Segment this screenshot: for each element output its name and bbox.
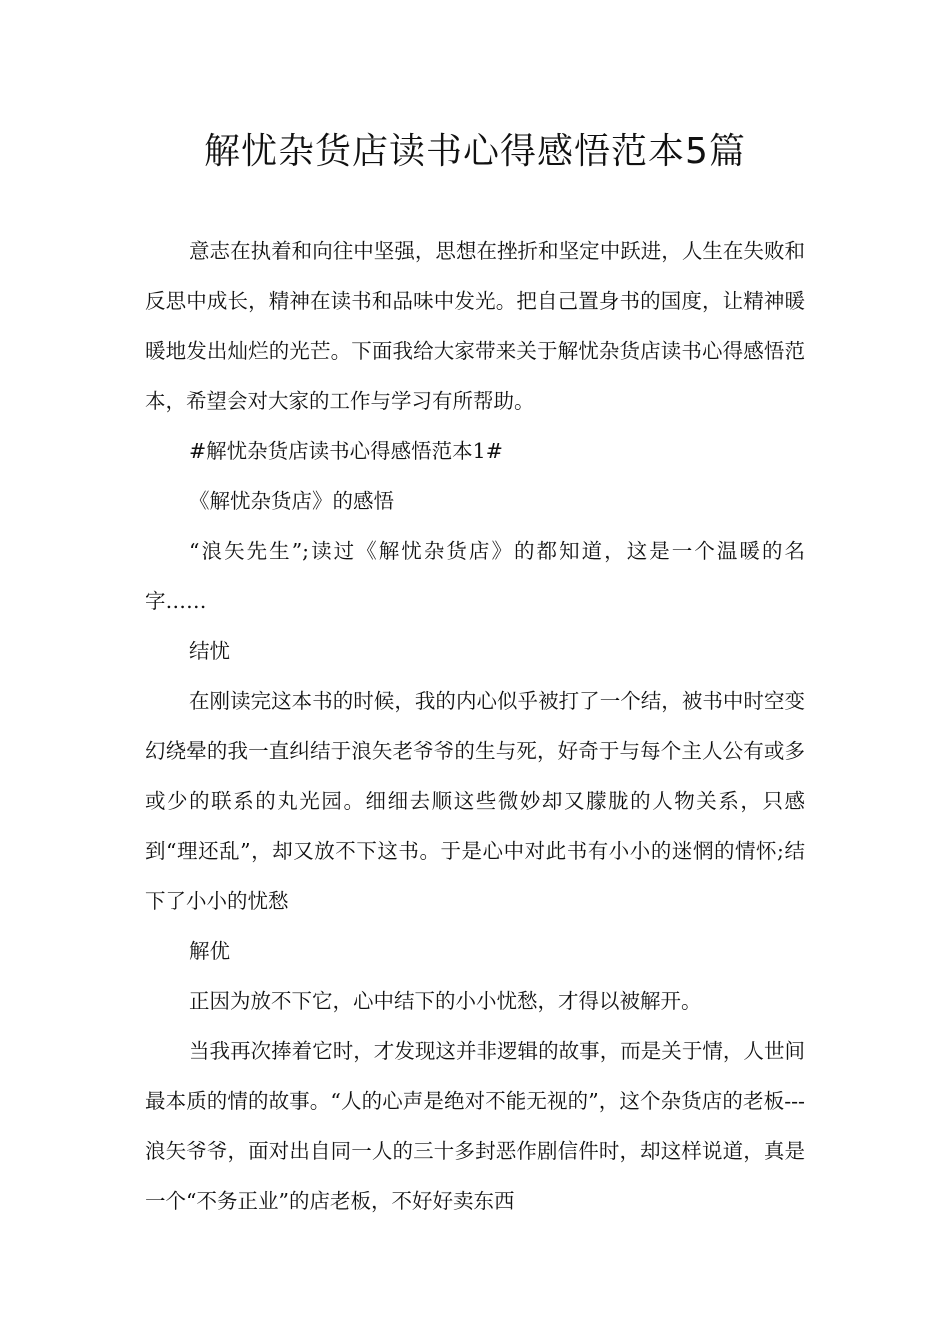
subheading-untie: 解优 <box>189 939 230 963</box>
document-title: 解忧杂货店读书心得感悟范本5篇 <box>204 131 746 172</box>
section-heading: #解忧杂货店读书心得感悟范本1# <box>189 439 503 463</box>
subheading-knot: 结忧 <box>189 639 230 663</box>
document-body <box>145 226 805 1226</box>
paragraph-intro: 意志在执着和向往中坚强，思想在挫折和坚定中跃进，人生在失败和反思中成长，精神在读书和品味中发光。把自己置身书的国度，让精神暖暖地发出灿烂的光芒。下面我给大家带来关于解忧杂货店读书心得感悟范本，希望会对大家的工作与学习有所帮助。 <box>145 239 805 413</box>
paragraph-knot: 在刚读完这本书的时候，我的内心似乎被打了一个结，被书中时空变幻绕晕的我一直纠结于浪矢老爷爷的生与死，好奇于与每个主人公有或多或少的联系的丸光园。细细去顺这些微妙却又朦胧的人物关系，只感到“理还乱”，却又放不下这书。于是心中对此书有小小的迷惘的情怀;结下了小小的忧愁 <box>145 689 805 913</box>
paragraph-story: 当我再次捧着它时，才发现这并非逻辑的故事，而是关于情，人世间最本质的情的故事。“人的心声是绝对不能无视的”，这个杂货店的老板---浪矢爷爷，面对出自同一人的三十多封恶作剧信件时，却这样说道，真是一个“不务正业”的店老板，不好好卖东西 <box>145 1039 805 1213</box>
paragraph-namiya: “浪矢先生”;读过《解忧杂货店》的都知道，这是一个温暖的名字…… <box>145 539 805 613</box>
paragraph-untie: 正因为放不下它，心中结下的小小忧愁，才得以被解开。 <box>189 989 702 1013</box>
essay-subtitle: 《解忧杂货店》的感悟 <box>189 489 394 513</box>
